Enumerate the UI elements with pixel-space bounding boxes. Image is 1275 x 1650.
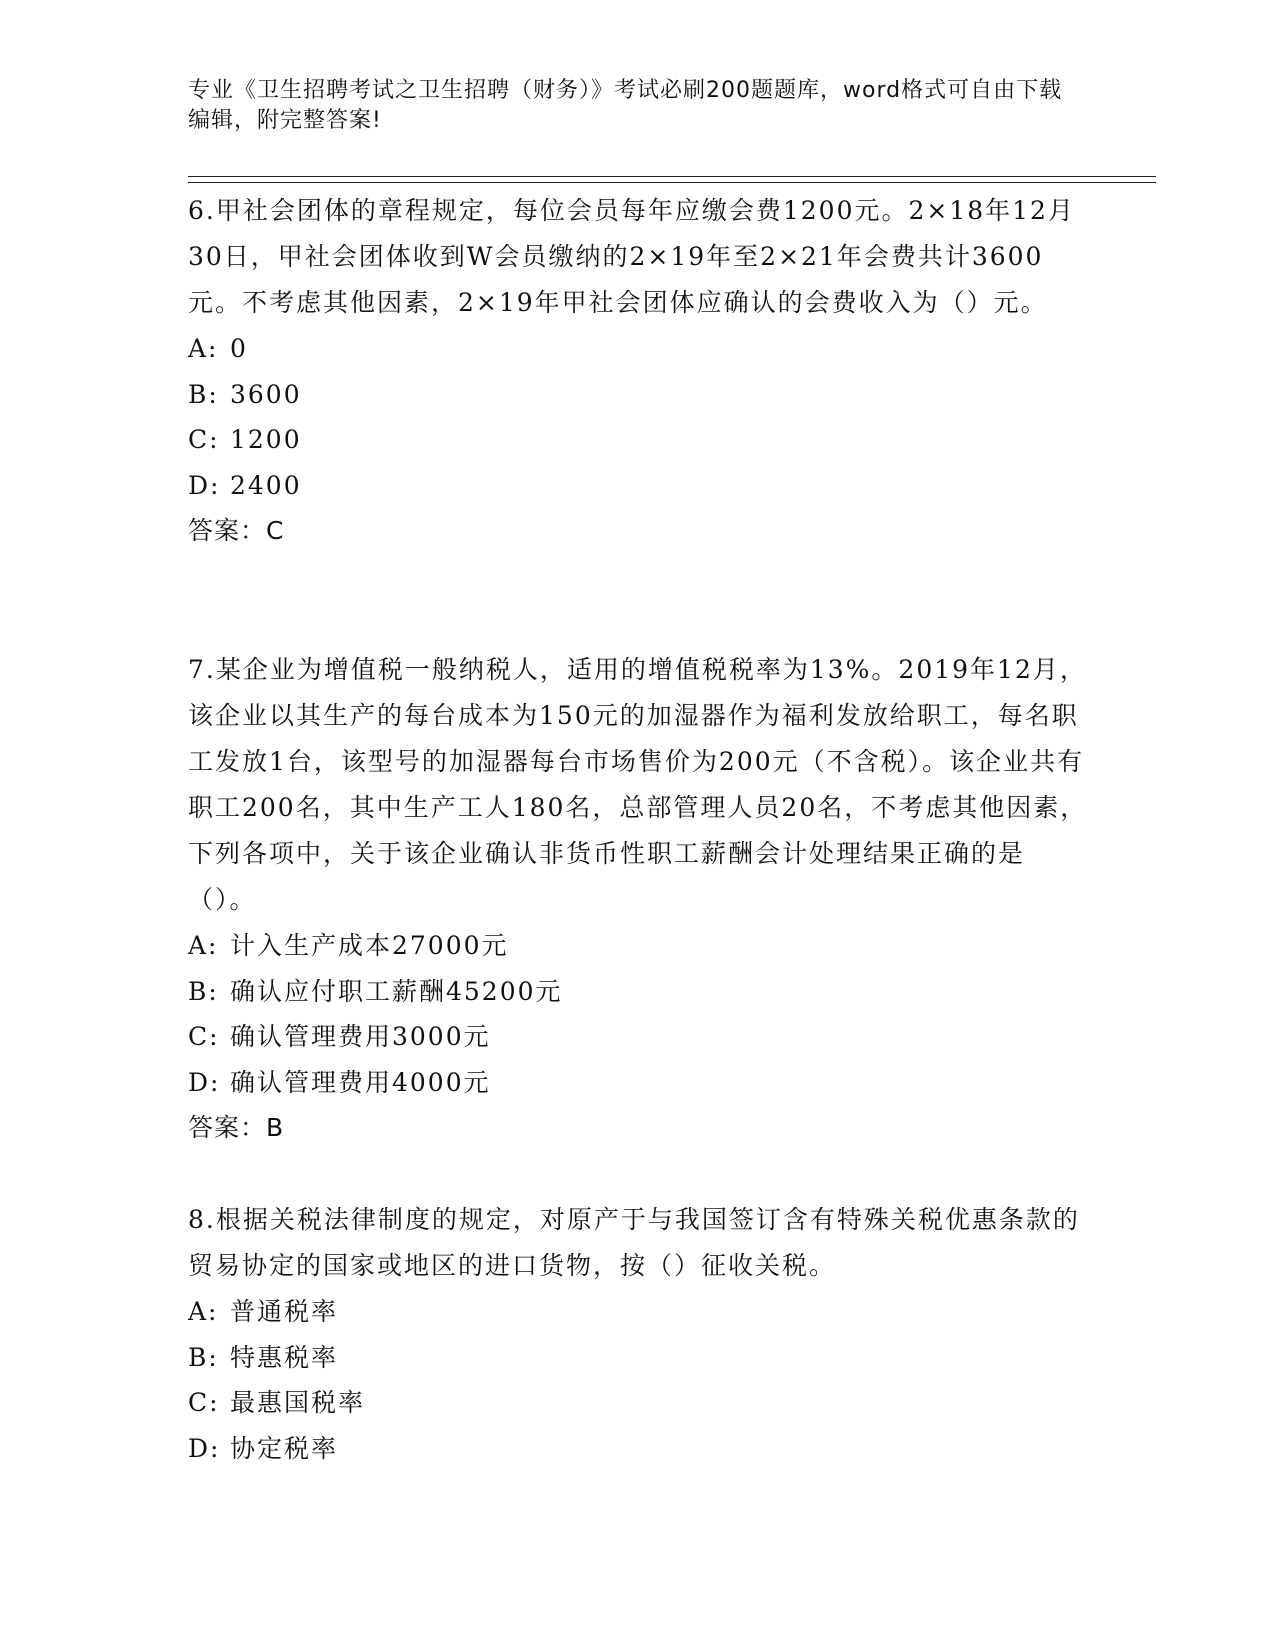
option-letter: A: <box>188 334 219 363</box>
question-8 <box>188 1197 1088 1471</box>
option-text: 普通税率 <box>230 1297 339 1326</box>
question-text: 7.某企业为增值税一般纳税人，适用的增值税税率为13%。2019年12月，该企业以其生产的每台成本为150元的加湿器作为福利发放给职工，每名职工发放1台，该型号的加湿器每台市场售价为200元（不含税）。该企业共有职工200名，其中生产工人180名，总部管理人员20名，不考虑其他因素，下列各项中，关于该企业确认非货币性职工薪酬会计处理结果正确的是（）。 <box>188 655 1088 914</box>
option-text: 1200 <box>230 425 302 454</box>
option-d <box>188 1426 1088 1472</box>
option-letter: D: <box>188 1433 221 1463</box>
header-divider-top <box>188 176 1156 177</box>
option-letter: A: <box>188 1297 219 1326</box>
option-letter: A: <box>188 931 219 960</box>
option-text: 计入生产成本27000元 <box>230 931 509 960</box>
answer-line: 答案：C <box>188 516 285 545</box>
option-text: 确认管理费用3000元 <box>230 1022 491 1051</box>
option-text: 确认管理费用4000元 <box>230 1067 491 1097</box>
option-letter: B: <box>188 379 219 409</box>
option-letter: D: <box>188 1067 221 1097</box>
option-a <box>188 923 1088 969</box>
option-c <box>188 1380 1088 1426</box>
option-text: 特惠税率 <box>230 1342 339 1372</box>
option-text: 2400 <box>230 470 302 500</box>
question-7 <box>188 647 1088 1151</box>
option-letter: D: <box>188 470 221 500</box>
option-letter: C: <box>188 1388 220 1417</box>
header-divider-bottom <box>188 182 1156 183</box>
option-b <box>188 1335 1088 1381</box>
option-text: 最惠国税率 <box>230 1388 366 1417</box>
option-c <box>188 1014 1088 1060</box>
option-a <box>188 326 1088 372</box>
option-b <box>188 969 1088 1015</box>
question-text: 8.根据关税法律制度的规定，对原产于与我国签订含有特殊关税优惠条款的贸易协定的国家或地区的进口货物，按（）征收关税。 <box>188 1205 1080 1280</box>
question-text: 6.甲社会团体的章程规定，每位会员每年应缴会费1200元。2×18年12月30日，甲社会团体收到W会员缴纳的2×19年至2×21年会费共计3600元。不考虑其他因素，2×19年甲社会团体应确认的会费收入为（）元。 <box>188 196 1075 317</box>
document-header: 专业《卫生招聘考试之卫生招聘（财务）》考试必刷200题题库，word格式可自由下载编辑，附完整答案! <box>188 78 1063 133</box>
option-text: 确认应付职工薪酬45200元 <box>230 976 563 1006</box>
option-text: 协定税率 <box>230 1433 339 1463</box>
option-a <box>188 1289 1088 1335</box>
option-c <box>188 417 1088 463</box>
option-text: 0 <box>230 334 248 363</box>
option-text: 3600 <box>230 379 302 409</box>
option-b <box>188 372 1088 418</box>
option-letter: B: <box>188 1342 219 1372</box>
option-d <box>188 463 1088 509</box>
answer-line: 答案：B <box>188 1113 285 1142</box>
option-d <box>188 1060 1088 1106</box>
question-6 <box>188 188 1088 554</box>
option-letter: C: <box>188 425 220 454</box>
option-letter: C: <box>188 1022 220 1051</box>
option-letter: B: <box>188 976 219 1006</box>
